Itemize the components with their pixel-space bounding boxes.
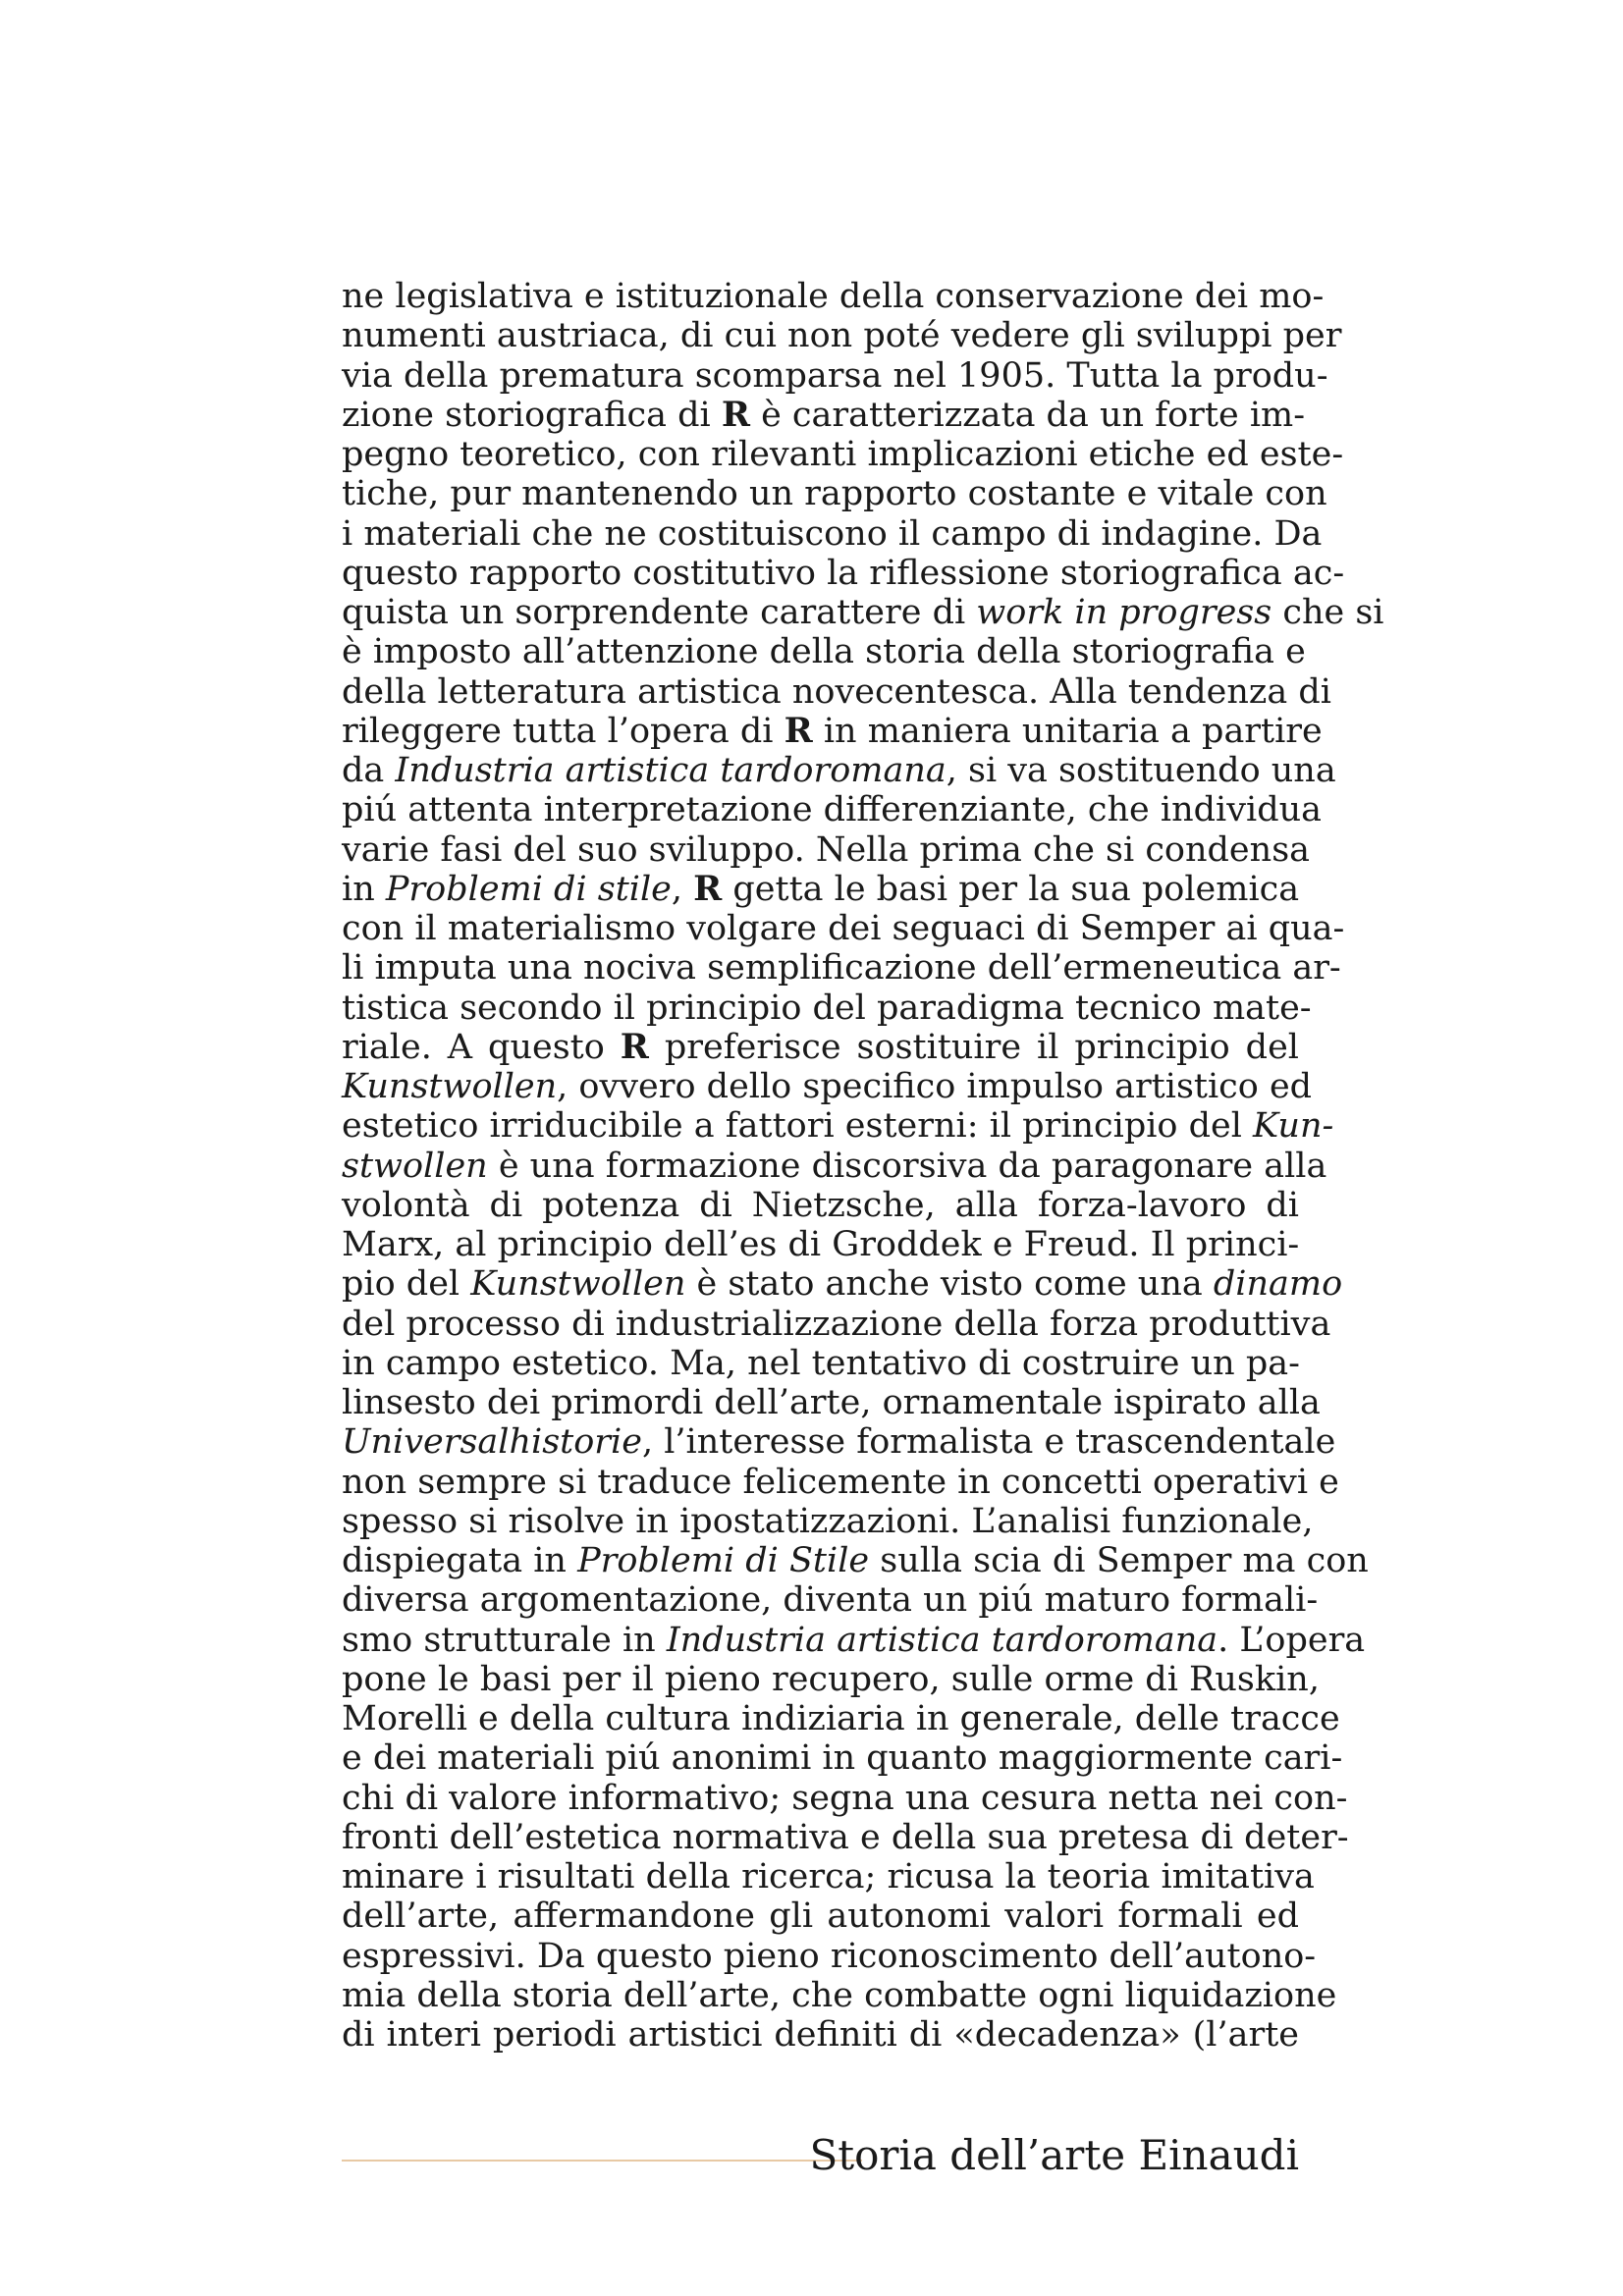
text-line: tiche, pur mantenendo un rapporto costante e vitale con bbox=[342, 474, 1327, 514]
text-line: di interi periodi artistici definiti di «decadenza» (l’arte bbox=[342, 2015, 1299, 2055]
text-line: del processo di industrializzazione della forza produttiva bbox=[342, 1304, 1331, 1344]
text-line: estetico irriducibile a fattori esterni: il principio del Kun- bbox=[342, 1106, 1334, 1147]
text-line: piú attenta interpretazione differenziante, che individua bbox=[342, 790, 1323, 830]
text-line: pio del Kunstwollen è stato anche visto come una dinamo bbox=[342, 1264, 1343, 1305]
text-line: della letteratura artistica novecentesca. Alla tendenza di bbox=[342, 671, 1331, 712]
text-line: e dei materiali piú anonimi in quanto maggiormente cari- bbox=[342, 1738, 1343, 1779]
text-line: è imposto all’attenzione della storia della storiografia e bbox=[342, 632, 1306, 672]
text-line: Marx, al principio dell’es di Groddek e Freud. Il princi- bbox=[342, 1225, 1300, 1264]
text-line: da Industria artistica tardoromana, si va sostituendo una bbox=[342, 751, 1336, 790]
text-line: linsesto dei primordi dell’arte, ornamentale ispirato alla bbox=[342, 1383, 1321, 1422]
text-line: minare i risultati della ricerca; ricusa la teoria imitativa bbox=[342, 1857, 1315, 1896]
text-line: stwollen è una formazione discorsiva da paragonare alla bbox=[342, 1146, 1327, 1186]
text-line: espressivi. Da questo pieno riconoscimento dell’autono- bbox=[342, 1936, 1317, 1976]
body-text bbox=[342, 277, 1384, 2055]
text-line: volontà di potenza di Nietzsche, alla forza-lavoro di bbox=[342, 1185, 1299, 1225]
text-line: con il materialismo volgare dei seguaci di Semper ai qua- bbox=[342, 909, 1345, 948]
text-line: spesso si risolve in ipostatizzazioni. L’analisi funzionale, bbox=[342, 1501, 1314, 1541]
text-line: riale. A questo R preferisce sostituire il principio del bbox=[342, 1026, 1299, 1067]
text-line: in campo estetico. Ma, nel tentativo di costruire un pa- bbox=[342, 1343, 1300, 1383]
text-line: quista un sorprendente carattere di work in progress che si bbox=[342, 593, 1384, 632]
text-line: tistica secondo il principio del paradigma tecnico mate- bbox=[342, 988, 1312, 1028]
text-line: fronti dell’estetica normativa e della sua pretesa di deter- bbox=[342, 1817, 1349, 1857]
footer-rule bbox=[342, 2160, 862, 2162]
text-line: non sempre si traduce felicemente in concetti operativi e bbox=[342, 1462, 1339, 1502]
text-line: Morelli e della cultura indiziaria in generale, delle tracce bbox=[342, 1699, 1340, 1738]
text-line: i materiali che ne costituiscono il campo di indagine. Da bbox=[342, 513, 1323, 554]
text-line: pegno teoretico, con rilevanti implicazioni etiche ed este- bbox=[342, 435, 1344, 474]
text-line: via della prematura scomparsa nel 1905. Tutta la produ- bbox=[342, 355, 1328, 396]
text-line: varie fasi del suo sviluppo. Nella prima che si condensa bbox=[342, 829, 1311, 870]
text-line: Kunstwollen, ovvero dello specifico impulso artistico ed bbox=[342, 1067, 1313, 1106]
text-line: questo rapporto costitutivo la riflessione storiografica ac- bbox=[342, 553, 1345, 593]
text-line: ne legislativa e istituzionale della conservazione dei mo- bbox=[342, 277, 1325, 316]
text-line: chi di valore informativo; segna una cesura netta nei con- bbox=[342, 1778, 1348, 1818]
text-line: diversa argomentazione, diventa un piú maturo formali- bbox=[342, 1580, 1319, 1621]
text-line: dell’arte, affermandone gli autonomi valori formali ed bbox=[342, 1896, 1299, 1937]
footer-title: Storia dell’arte Einaudi bbox=[809, 2131, 1299, 2179]
text-line: pone le basi per il pieno recupero, sulle orme di Ruskin, bbox=[342, 1659, 1320, 1699]
text-line: numenti austriaca, di cui non poté vedere gli sviluppi per bbox=[342, 316, 1342, 356]
text-line: in Problemi di stile, R getta le basi per la sua polemica bbox=[342, 868, 1300, 909]
text-line: smo strutturale in Industria artistica tardoromana. L’opera bbox=[342, 1620, 1366, 1660]
text-line: rileggere tutta l’opera di R in maniera unitaria a partire bbox=[342, 710, 1323, 751]
text-line: mia della storia dell’arte, che combatte ogni liquidazione bbox=[342, 1975, 1337, 2015]
text-line: Universalhistorie, l’interesse formalista e trascendentale bbox=[342, 1422, 1336, 1463]
text-line: dispiegata in Problemi di Stile sulla scia di Semper ma con bbox=[342, 1541, 1369, 1580]
text-line: zione storiografica di R è caratterizzata da un forte im- bbox=[342, 394, 1306, 435]
text-line: li imputa una nociva semplificazione dell’ermeneutica ar- bbox=[342, 948, 1341, 988]
